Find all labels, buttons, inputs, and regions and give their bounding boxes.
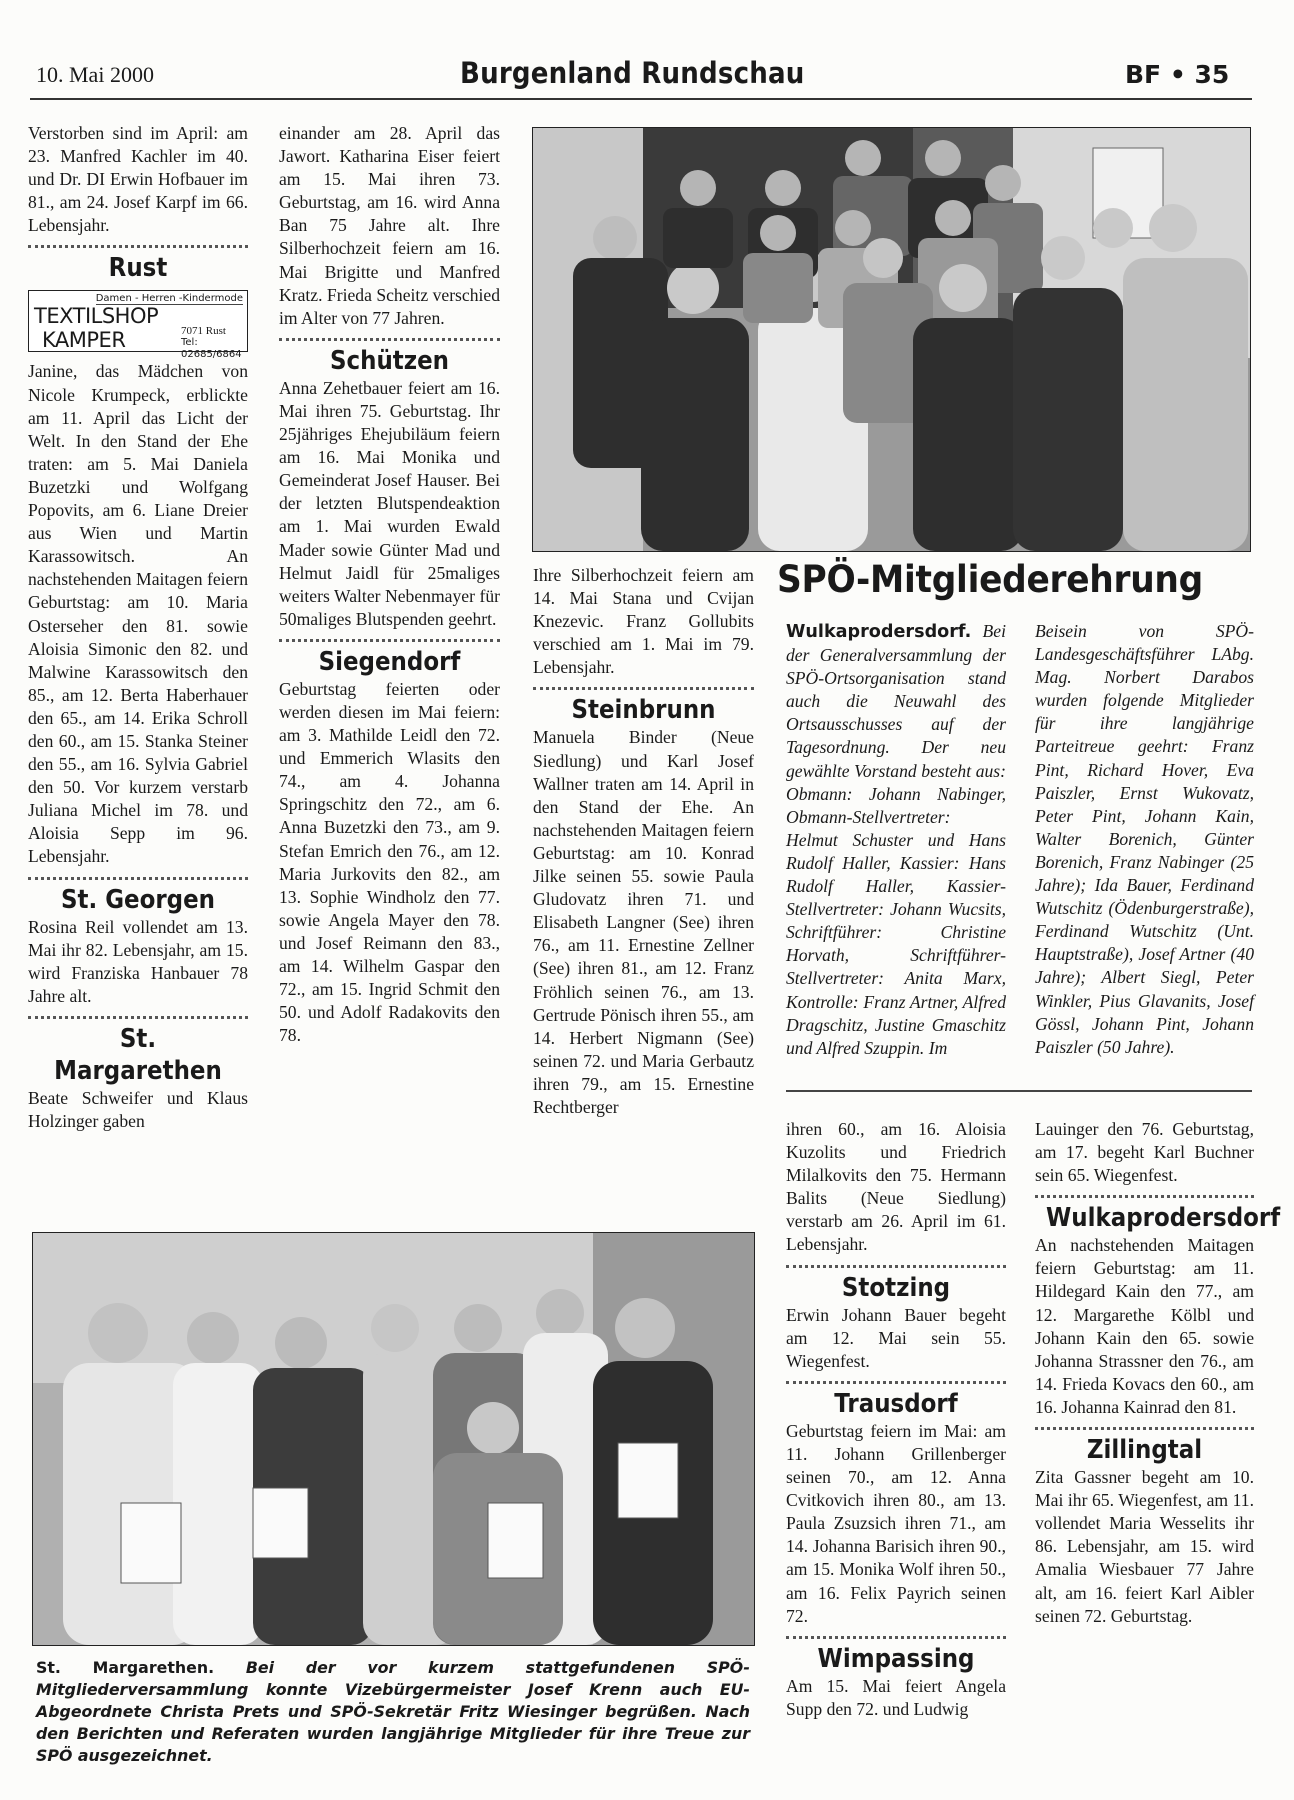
section-title-schuetzen: Schützen — [329, 345, 450, 376]
caption-dateline: St. Margarethen. — [36, 1658, 215, 1677]
ad-address-line: 7071 Rust — [181, 325, 226, 338]
article-continued: Lauinger den 76. Geburtstag, am 17. begeht Karl Buchner sein 65. Wiegenfest. — [1035, 1119, 1254, 1186]
column-5 — [786, 1118, 1006, 1721]
spoe-headline: SPÖ-Mitgliederehrung — [777, 558, 1204, 601]
siegendorf-article: Geburtstag feierten oder werden diesen im Mai feiern: am 3. Mathilde Leidl den 72. und Emmerich Wlasits den 74., am 4. Johanna Springschitz den 72., am 6. Anna Buzetzki den 73., am 9. Stefan Emrich den 76., am 12. Maria Jurkovits den 82., am 13. Sophie Windholz den 77. sowie Angela Mayer den 78. und Josef Reimann den 83., am 14. Wilhelm Gaspar den 72., am 15. Ingrid Schmit den 50. und Adolf Radakovits den 78. — [279, 678, 500, 1046]
wulkaprodersdorf-article: An nachstehenden Maitagen feiern Geburtstag: am 11. Hildegard Kain den 77., am 12. Margarethe Kölbl und Johann Kain den 65. sowie Johanna Strassner den 76., am 14. Frieda Kovacs den 60., am 16. Johanna Kainrad den 81. — [1035, 1235, 1254, 1417]
st-georgen-article: Rosina Reil vollendet am 13. Mai ihr 82. Lebensjahr, am 15. wird Franziska Hanbauer 78 Jahre alt. — [28, 916, 248, 1006]
article-continued: ihren 60., am 16. Aloisia Kuzolits und Friedrich Milalkovits den 75. Hermann Balits (Neue Siedlung) verstarb am 26. April im 61. Lebensjahr. — [786, 1119, 1006, 1255]
ad-phone: Tel: 02685/6864 — [181, 337, 242, 361]
death-notice: Verstorben sind im April: am 23. Manfred Kachler im 40. und Dr. DI Erwin Hofbauer im 81., am 24. Josef Karpf im 66. Lebensjahr. — [28, 123, 248, 236]
divider — [28, 245, 248, 248]
page-number: BF • 35 — [1125, 60, 1230, 89]
rust-article: Janine, das Mädchen von Nicole Krumpeck, erblickte am 11. April das Licht der Welt. In den Stand der Ehe traten: am 5. Mai Daniela Buzetzki und Wolfgang Popovits, am 6. Liane Dreier aus Wien und Martin Karassowitsch. An nachstehenden Maitagen feiern Geburtstag: am 10. Maria Osterseher den 81. sowie Aloisia Simonic den 82. und Malwine Karassowitsch den 85., am 12. Berta Haberhauer den 65., am 14. Erika Schroll den 60., am 15. Stanka Steiner den 55., am 16. Sylvia Gabriel den 50. Vor kurzem verstarb Juliana Michel im 78. und Aloisia Sepp im 96. Lebensjahr. — [28, 361, 248, 867]
ad-tagline: Damen - Herren -Kindermode — [95, 293, 243, 305]
trausdorf-article: Geburtstag feiern im Mai: am 11. Johann Grillenberger seinen 70., am 12. Anna Cvitkovich ihren 80., am 13. Paula Zsuzsich ihren 71., am 14. Johanna Barisich ihren 90., am 15. Monika Wolf ihren 50., am 16. Felix Payrich seinen 72. — [786, 1420, 1006, 1626]
article-continued: einander am 28. April das Jawort. Katharina Eiser feiert am 15. Mai ihren 73. Geburtstag, am 16. wird Anna Ban 75 Jahre alt. Ihre Silberhochzeit feiern am 16. Mai Brigitte und Manfred Kratz. Frieda Scheitz verschied im Alter von 77 Jahren. — [279, 123, 500, 328]
ad-shop-line2: KAMPER — [42, 328, 126, 353]
stotzing-article: Erwin Johann Bauer begeht am 12. Mai sein 55. Wiegenfest. — [786, 1304, 1006, 1371]
section-title-wulkaprodersdorf: Wulkaprodersdorf — [1045, 1203, 1281, 1234]
steinbrunn-article: Manuela Binder (Neue Siedlung) und Karl Josef Wallner traten am 14. April in den Stand der Ehe. An nachstehenden Maitagen feiern Geburtstag: am 10. Konrad Jilke seinen 55. sowie Paula Gludovatz ihren 71. und Elisabeth Langner (See) ihren 76., am 11. Ernestine Zellner (See) ihren 81., am 12. Franz Fröhlich seinen 76., am 13. Gertrude Pönisch ihren 55., am 14. Herbert Nigmann (See) seinen 72. und Maria Gerbautz ihren 79., am 15. Ernestine Rechtberger — [533, 727, 754, 1117]
article-continued: Ihre Silberhochzeit feiern am 14. Mai Stana und Cvijan Knezevic. Franz Gollubits verschied am 1. Mai im 79. Lebensjahr. — [533, 565, 754, 678]
divider — [786, 1381, 1006, 1384]
section-title-rust: Rust — [108, 253, 168, 284]
spoe-article-col-b — [1035, 620, 1254, 1059]
divider — [1035, 1427, 1254, 1430]
divider — [786, 1636, 1006, 1639]
divider — [279, 338, 500, 341]
divider — [28, 877, 248, 880]
st-margarethen-article: Beate Schweifer und Klaus Holzinger gaben — [28, 1087, 248, 1131]
header-rule — [30, 98, 1252, 100]
ad-shop-line1: TEXTILSHOP — [34, 304, 159, 329]
spoe-text-a: Bei der Generalversammlung der SPÖ-Ortsorganisation stand auch die Neuwahl des Ortsausschusses auf der Tagesordnung. Der neu gewählte Vorstand besteht aus: Obmann: Johann Nabinger, Obmann-Stellvertreter: Helmut Schuster und Hans Rudolf Haller, Kassier: Hans Rudolf Haller, Kassier-Stellvertreter: Johann Wucsits, Schriftführer: Christine Horvath, Schriftführer-Stellvertreter: Anita Marx, Kontrolle: Franz Artner, Alfred Dragschitz, Justine Gmaschitz und Alfred Szuppin. Im — [786, 621, 1006, 1058]
spoe-article-b: Beisein von SPÖ-Landesgeschäftsführer LAbg. Mag. Norbert Darabos wurden folgende Mitglieder für ihre langjährige Parteitreue geehrt: Franz Pint, Richard Hover, Eva Paiszler, Ernst Wukovatz, Peter Pint, Johann Kain, Walter Borenich, Günter Borenich, Franz Nabinger (25 Jahre); Ida Bauer, Ferdinand Wutschitz (Ödenburgerstraße), Ferdinand Wutschitz (Unt. Hauptstraße), Josef Artner (40 Jahre); Albert Siegl, Peter Winkler, Pius Glavanits, Josef Gössl, Johann Pint, Johann Paiszler (50 Jahre). — [1035, 621, 1254, 1057]
column-2 — [279, 122, 500, 1047]
st-margarethen-photo-image — [33, 1233, 754, 1645]
photo-caption — [36, 1657, 750, 1767]
spoe-article-a — [786, 620, 1006, 1060]
spoe-article-col-a — [786, 620, 1006, 1060]
ad-shop-name — [34, 304, 158, 352]
section-title-zillingtal: Zillingtal — [1086, 1435, 1203, 1466]
schuetzen-article: Anna Zehetbauer feiert am 16. Mai ihren 75. Geburtstag. Ihr 25jähriges Ehejubiläum feiern am 16. Mai Monika und Gemeinderat Josef Hauser. Bei der letzten Blutspendeaktion am 1. Mai wurden Ewald Mader sowie Günter Mad und Helmut Jaidl für 25maliges weiters Walter Nebenmayer für 50maliges Blutspenden geehrt. — [279, 377, 500, 629]
zillingtal-article: Zita Gassner begeht am 10. Mai ihr 65. Wiegenfest, am 11. vollendet Maria Wesselits ihr 86. Lebensjahr, am 15. wird Amalia Wiesbauer 77 Jahre alt, am 16. feiert Karl Aibler seinen 72. Geburtstag. — [1035, 1467, 1254, 1626]
newspaper-title: Burgenland Rundschau — [460, 56, 805, 90]
divider — [1035, 1195, 1254, 1198]
section-title-stotzing: Stotzing — [841, 1272, 951, 1303]
section-title-siegendorf: Siegendorf — [318, 646, 461, 677]
group-photo-spoe — [532, 127, 1251, 552]
section-title-st-margarethen: St. Margarethen — [54, 1023, 222, 1086]
column-3 — [533, 564, 754, 1119]
spoe-bottom-rule — [786, 1090, 1252, 1092]
section-title-trausdorf: Trausdorf — [834, 1388, 958, 1419]
caption-text: Bei der vor kurzem stattgefundenen SPÖ-Mitgliederversammlung konnte Vizebürgermeister Josef Krenn auch EU-Abgeordnete Christa Prets und SPÖ-Sekretär Fritz Wiesinger begrüßen. Nach den Berichten und Referaten wurden langjährige Mitglieder für ihre Treue zur SPÖ ausgezeichnet. — [36, 1658, 750, 1765]
column-1 — [28, 122, 248, 1133]
column-6 — [1035, 1118, 1281, 1628]
divider — [786, 1265, 1006, 1268]
divider — [28, 1016, 248, 1019]
divider — [533, 687, 754, 690]
divider — [279, 639, 500, 642]
section-title-steinbrunn: Steinbrunn — [571, 695, 716, 726]
wimpassing-article: Am 15. Mai feiert Angela Supp den 72. und Ludwig — [786, 1675, 1006, 1719]
section-title-wimpassing: Wimpassing — [817, 1643, 975, 1674]
spoe-dateline: Wulkaprodersdorf. — [786, 622, 972, 642]
textilshop-ad — [28, 290, 248, 361]
group-photo-image — [533, 128, 1250, 551]
issue-date: 10. Mai 2000 — [36, 62, 154, 87]
section-title-st-georgen: St. Georgen — [60, 884, 216, 915]
group-photo-st-margarethen — [32, 1232, 755, 1646]
ad-address — [181, 325, 247, 361]
